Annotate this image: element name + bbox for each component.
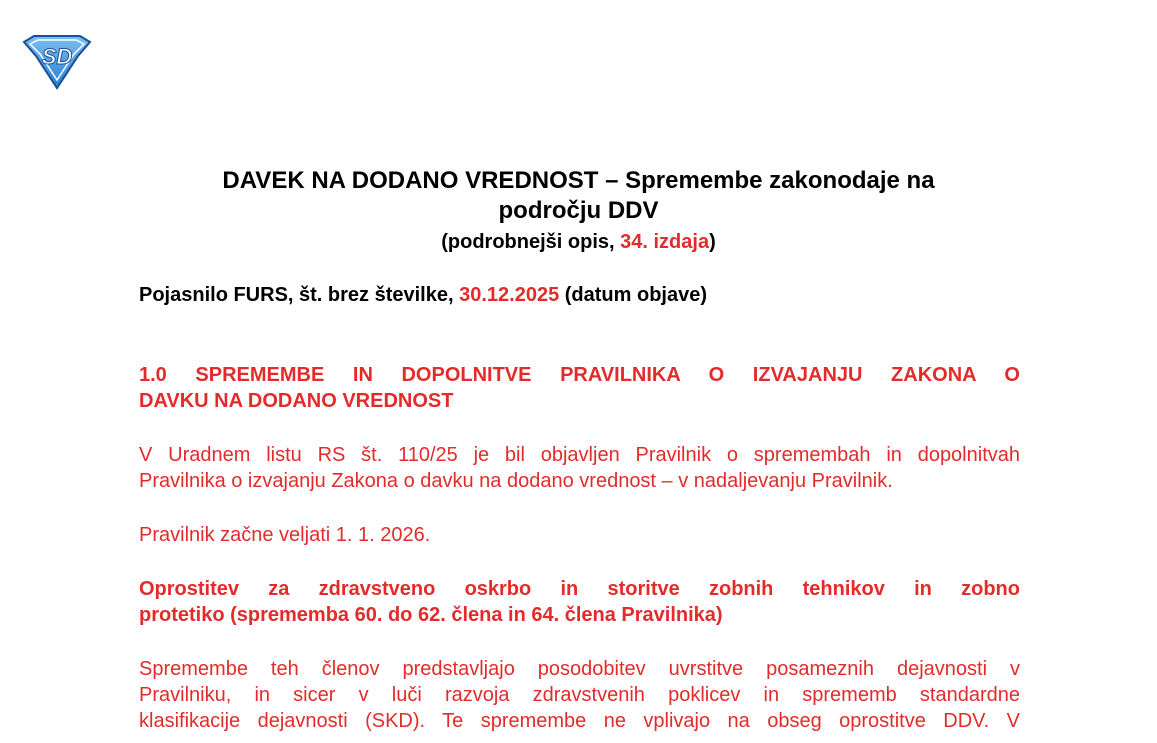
subtitle-suffix: ) [709,231,716,253]
paragraph-3-line2: Pravilniku, in sicer v luči razvoja zdravstvenih poklicev in sprememb standardne [139,684,1020,706]
sd-logo-icon [20,34,94,90]
paragraph-1 [139,442,1020,494]
paragraph-3-line1: Spremembe teh členov predstavljajo posodobitev uvrstitve posameznih dejavnosti v [139,658,1020,680]
document-title-line1: DAVEK NA DODANO VREDNOST – Spremembe zakonodaje na [222,167,935,194]
subheading-line2: protetiko (sprememba 60. do 62. člena in 64. člena Pravilnika) [139,604,723,626]
paragraph-3 [139,656,1020,734]
paragraph-1-line1: V Uradnem listu RS št. 110/25 je bil objavljen Pravilnik o spremembah in dopolnitvah [139,444,1020,466]
paragraph-2: Pravilnik začne veljati 1. 1. 2026. [139,524,431,546]
section-heading-line2: DAVKU NA DODANO VREDNOST [139,390,454,412]
pojasnilo-date: 30.12.2025 [459,284,560,306]
svg-text:SD: SD [41,44,73,69]
subheading-line1: Oprostitev za zdravstveno oskrbo in storitve zobnih tehnikov in zobno [139,578,1020,600]
document-title-line2: področju DDV [498,197,659,224]
paragraph-3-line3: klasifikacije dejavnosti (SKD). Te spremembe ne vplivajo na obseg oprostitve DDV. V [139,710,1020,732]
pojasnilo-prefix: Pojasnilo FURS, št. brez številke, [139,284,460,306]
pojasnilo-line [139,282,1020,308]
subtitle-prefix: (podrobnejši opis, [441,231,621,253]
document-subtitle [0,229,1157,255]
pojasnilo-suffix: (datum objave) [559,284,708,306]
section-heading-line1: 1.0 SPREMEMBE IN DOPOLNITVE PRAVILNIKA O IZVAJANJU ZAKONA O [139,364,1020,386]
section-heading [139,362,1020,414]
paragraph-1-line2: Pravilnika o izvajanju Zakona o davku na dodano vrednost – v nadaljevanju Pravilnik. [139,470,893,492]
edition-label: 34. izdaja [620,231,710,253]
subheading [139,576,1020,628]
